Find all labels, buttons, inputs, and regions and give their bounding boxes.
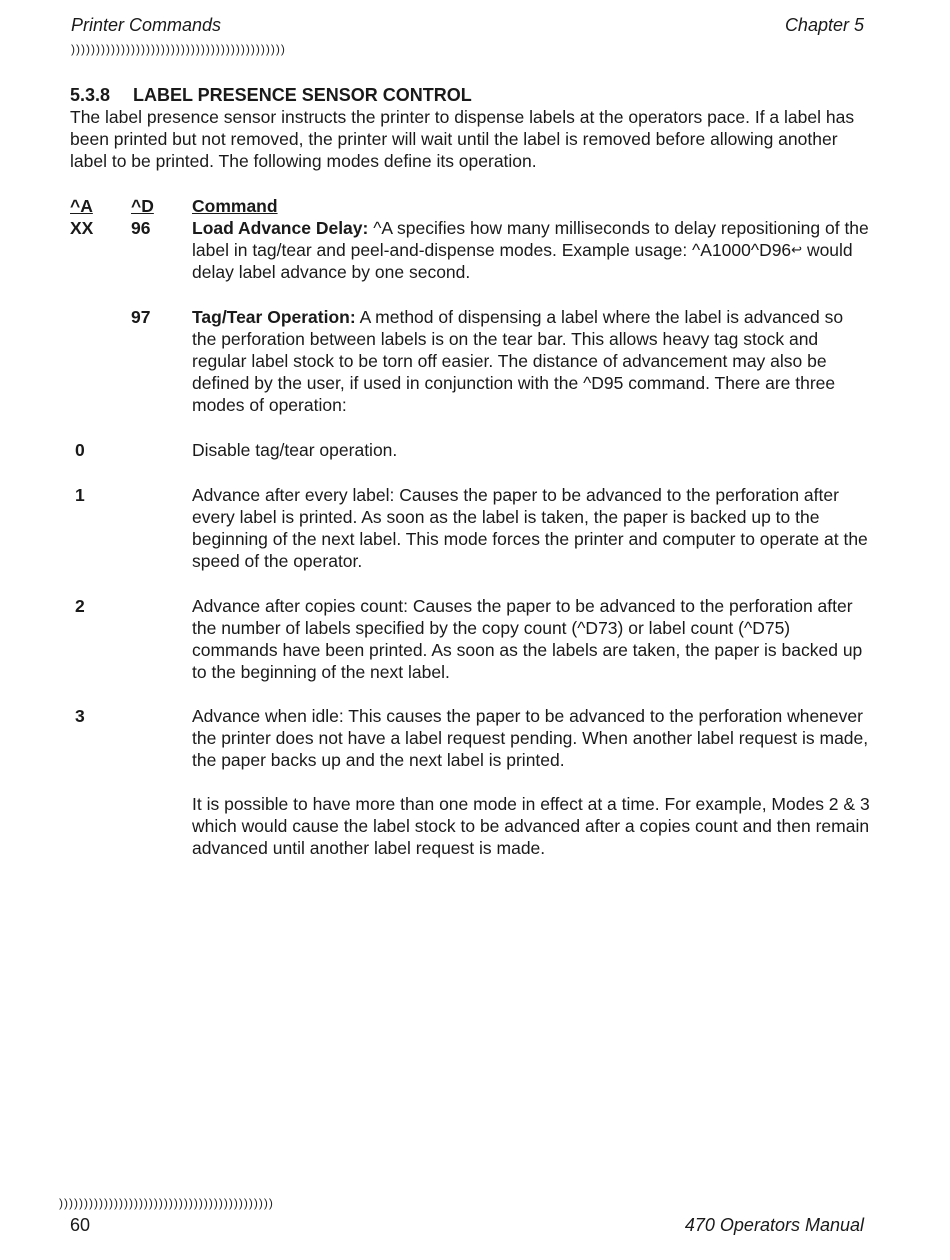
- header-chapter-name: Printer Commands: [71, 15, 222, 35]
- column-header-a: ^A: [70, 196, 93, 216]
- mode-1-text: Advance after every label: Causes the paper to be advanced to the perforation after every label is printed. As soon as the label is taken, the paper is backed up to the beginning of the next label. This mode forces the printer and computer to operate at the speed of the operator.: [192, 485, 868, 571]
- footer-decoration: ))))))))))))))))))))))))))))))))))))))))))): [59, 1196, 274, 1210]
- row-97-term: Tag/Tear Operation:: [192, 307, 356, 327]
- mode-0-code: 0: [75, 440, 85, 460]
- multi-mode-note: It is possible to have more than one mode in effect at a time. For example, Modes 2 & 3 which would cause the label stock to be advanced after a copies count and then remain advanced until another label request is made.: [192, 794, 870, 858]
- row-97-text: A method of dispensing a label where the label is advanced so the perforation between labels is on the tear bar. This allows heavy tag stock and regular label stock to be torn off easier. The distance of advancement may also be defined by the user, if used in conjunction with the ^D95 command. There are three modes of operation:: [192, 307, 844, 415]
- row-96-d-value: 96: [131, 218, 151, 238]
- row-96-term: Load Advance Delay:: [192, 218, 369, 238]
- section-number: 5.3.8: [70, 85, 111, 105]
- header-decoration: ))))))))))))))))))))))))))))))))))))))))))): [71, 42, 286, 56]
- column-header-d: ^D: [131, 196, 154, 216]
- row-96-a-value: XX: [70, 218, 94, 238]
- return-icon: ↩: [791, 242, 803, 257]
- row-97-d-value: 97: [131, 307, 151, 327]
- row-97-description: [192, 306, 872, 416]
- section-heading: [70, 84, 472, 106]
- row-96-text-2: would delay label advance by one second.: [192, 240, 853, 282]
- column-header-command: Command: [192, 196, 278, 216]
- section-title: LABEL PRESENCE SENSOR CONTROL: [133, 85, 472, 105]
- page-number: 60: [70, 1215, 91, 1235]
- row-96-description: [192, 217, 872, 283]
- mode-3-text: Advance when idle: This causes the paper to be advanced to the perforation whenever the printer does not have a label request pending. When another label request is made, the paper backs up and the next label is printed.: [192, 706, 869, 770]
- header-chapter-number: Chapter 5: [784, 15, 864, 35]
- mode-1-code: 1: [75, 485, 85, 505]
- mode-3-code: 3: [75, 706, 85, 726]
- mode-0-text: Disable tag/tear operation.: [192, 440, 398, 460]
- footer-manual-title: 470 Operators Manual: [684, 1215, 864, 1235]
- section-intro: The label presence sensor instructs the printer to dispense labels at the operators pace. If a label has been printed but not removed, the printer will wait until the label is removed before allowing another label to be printed. The following modes define its operation.: [70, 107, 855, 171]
- mode-2-code: 2: [75, 596, 85, 616]
- mode-2-text: Advance after copies count: Causes the paper to be advanced to the perforation after the number of labels specified by the copy count (^D73) or label count (^D75) commands have been printed. As soon as the labels are taken, the paper is backed up to the beginning of the next label.: [192, 596, 863, 682]
- row-96-text-1: ^A specifies how many milliseconds to delay repositioning of the label in tag/tear and peel-and-dispense modes. Example usage: ^A1000^D96: [192, 218, 869, 260]
